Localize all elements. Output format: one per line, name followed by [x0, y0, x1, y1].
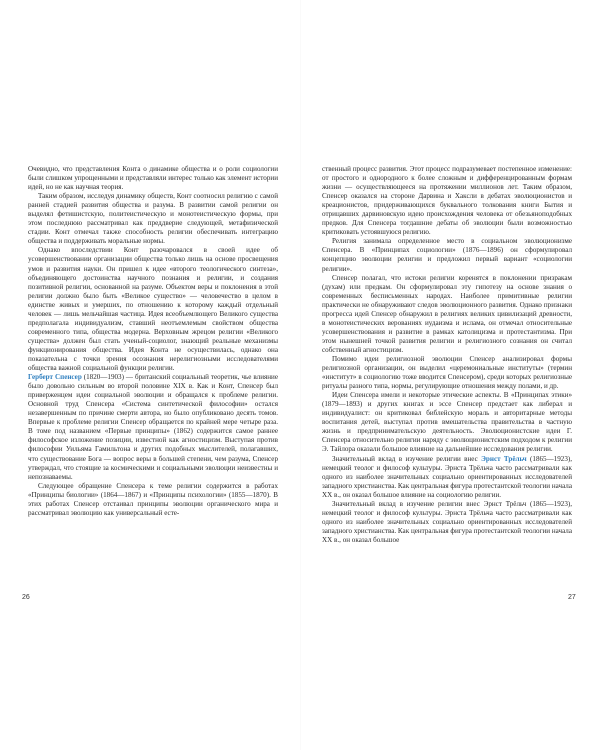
paragraph: Следующее обращение Спенсера к теме религии содержится в работах «Принципы биологии» (1864—1867) и «Принципы психологии» (1855—1870). В этих работах Спенсер отстаивал принципы эволюции органического мира и рассматривал эволюцию как универсальный есте-: [28, 481, 278, 517]
paragraph: Помимо идеи религиозной эволюции Спенсер анализировал формы религиозной организации, он выделил «церемониальные институты» (термин «институт» в социологию тоже вводится Спенсером), среди которых религиозные ритуалы разного типа, нормы, регулирующие отношения между полами, и др.: [322, 354, 572, 391]
paragraph-text: (1820—1903) — британский социальный теоретик, чье влияние было довольно сильным во второй половине XIX в. Как и Конт, Спенсер был приверженцем идеи социальной эволюции и обращался к проблеме религии. Основной труд Спенсера «Система синтетической философии» остался незавершенным по причине смерти автора, но было опубликовано десять томов. Впервые к проблеме религии Спенсер обращается по крайней мере четыре раза. В томе под названием «Первые принципы» (1862) содержится самое раннее философское изложение позиции, известной как агностицизм. Выступая против философии Уильяма Гамильтона и других подобных мыслителей, полагавших, что существование Бога — вопрос веры в большей степени, чем разума, Спенсер утверждал, что стоящие за космическими и социальными эволюции неизвестны и непознаваемы.: [28, 373, 278, 481]
paragraph: Однако впоследствии Конт разочаровался в своей идее об усовершенствовании организации общества только лишь на основе просвещения умов и развития науки. Он пришел к идее «второго теологического синтеза», объединяющего достоинства научного познания и религии, и создания позитивной религии, основанной на разуме. Объектом веры и поклонения в этой религии должно было быть «Великое существо» — человечество в целом в единстве живых и умерших, по отношению к которому каждый отдельный человек — лишь мельчайшая частица. Идея всеобъемлющего Великого существа предполагала индивидуализм, ставший неотъемлемым свойством общества современного типа, общества модерна. Верховным жрецом религии «Великого существа» должен был стать ученый-социолог, знающий реальные механизмы функционирования общества. Идея Конта не осуществилась, однако она показательна с точки зрения осознания нерелигиозными исследователями общества важной социальной функции религии.: [28, 246, 278, 373]
paragraph: Значительный вклад в изучение религии внес Эрнст Трёльч (1865—1923), немецкий теолог и философ культуры. Эрнста Трёльча часто рассматривали как одного из наиболее значительных социально ориентированных исследователей западного христианства. Как центральная фигура протестантской теологии начала XX в., он оказал большое: [322, 499, 572, 544]
paragraph: Таким образом, исследуя динамику обществ, Конт соотносил религию с самой ранней стадией развития общества и разума. В развитии самой религии он выделял фетишистскую, политеистическую и монотеистическую формы, при этом последнюю рассматривал как преддверие следующей, метафизической стадии. Конт отмечал также способность религии обеспечивать интеграцию общества и поддерживать моральные нормы.: [28, 192, 278, 246]
paragraph-troeltsch: Значительный вклад в изучение религии внес Эрнст Трёльч (1865—1923), немецкий теолог и философ культуры. Эрнста Трёльча часто рассматривали как одного из наиболее значительных социально ориентированных исследователей западного христианства. Как центральная фигура протестантской теологии начала XX в., он оказал большое влияние на социологию религии.: [322, 454, 572, 499]
person-name-troeltsch: Эрнст Трёльч: [481, 454, 527, 463]
paragraph: Очевидно, что представления Конта о динамике общества и о роли социологии были слишком упрощенными и представляли интерес только как элемент истории идей, но не как научная теория.: [28, 165, 278, 192]
paragraph: Идеи Спенсера имели и некоторые этические аспекты. В «Принципах этики» (1879—1893) и других книгах и эссе Спенсер предстает как либерал и индивидуалист: он критиковал библейскую мораль и авторитарные методы воспитания детей, выступал против вмешательства правительства в частную жизнь и предпринимательскую деятельность. Эволюционистские идеи Г. Спенсера относительно религии наряду с эволюционистским подходом к религии Э. Тайлора оказали большое влияние на дальнейшие исследования религии.: [322, 391, 572, 454]
page-number-right: 27: [568, 594, 576, 601]
paragraph: Религия занимала определенное место в социальном эволюционизме Спенсера. В «Принципах социологии» (1876—1896) он сформулировал концепцию эволюции религии и предложил первый вариант «социологии религии».: [322, 237, 572, 273]
paragraph: Спенсер полагал, что истоки религии коренятся в поклонении призракам (духам) или предкам. Он сформулировал эту гипотезу на основе знания о современных бесписьменных народах. Наиболее примитивные религии практически не обнаруживают следов эволюционного развития. Однако признаки прогресса идей Спенсер обнаружил в религиях великих цивилизаций древности, в монотеистических верованиях иудаизма и ислама, он отмечал относительные усовершенствования и развитие в рамках католицизма и протестантизма. При этом нынешней точкой развития религии и религиозного сознания он считал собственный агностицизм.: [322, 273, 572, 354]
left-page-text: [28, 165, 278, 582]
paragraph: ственный процесс развития. Этот процесс подразумевает постепенное изменение: от простого и однородного к более сложным и дифференцированным формам жизни — осуществляющееся на протяжении миллионов лет. Таким образом, Спенсер оказался на стороне Дарвина и Хаксли в дебатах эволюционистов и креационистов, придерживающихся буквального толкования книги Бытия и отрицавших дарвиновскую идею происхождения человека от обезьяноподобных предков. Для Спенсера тогдашние дебаты об эволюции были возможностью критиковать устоявшуюся религию.: [322, 165, 572, 237]
paragraph-spencer: [28, 373, 278, 482]
page-number-left: 26: [22, 594, 30, 601]
person-name-spencer: Герберт Спенсер: [28, 373, 82, 382]
right-page-text: [322, 165, 572, 735]
paragraph-text: (1865—1923), немецкий теолог и философ культуры. Эрнста Трёльча часто рассматривали как одного из наиболее значительных социально ориентированных исследователей западного христианства. Как центральная фигура протестантской теологии начала XX в., он оказал большое влияние на социологию религии.: [322, 454, 572, 499]
page-gutter: [300, 0, 301, 750]
